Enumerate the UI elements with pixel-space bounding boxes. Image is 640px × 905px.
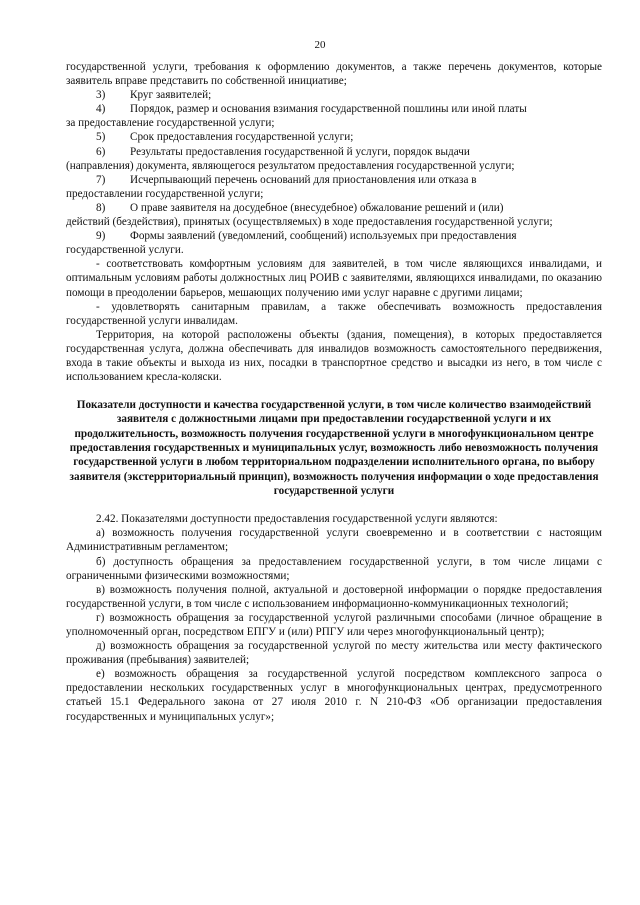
item-list [66, 88, 602, 257]
item-continuation: за предоставление государственной услуги; [66, 117, 275, 130]
item-number: 9) [96, 230, 106, 243]
dash-paragraph-2: - удовлетворять санитарным правилам, а также обеспечивать возможность предоставления государственной услуги инвалидам. [66, 300, 602, 327]
document-body [66, 60, 602, 724]
item-number: 4) [96, 103, 106, 116]
item-continuation: действий (бездействия), принятых (осуществляемых) в ходе предоставления государственной услуги; [66, 216, 553, 229]
subitem-b: б) доступность обращения за предоставлением государственной услуги, в том числе лицами с ограниченными физическими возможностями; [66, 555, 602, 582]
list-item [66, 201, 602, 215]
subitem-d: д) возможность обращения за государственной услугой по месту жительства или месту фактического проживания (пребывания) заявителей; [66, 640, 602, 667]
item-continuation: (направления) документа, являющегося результатом предоставления государственной услуги; [66, 159, 515, 172]
list-item [66, 102, 602, 116]
item-number: 3) [96, 89, 106, 102]
section-heading: Показатели доступности и качества государственной услуги, в том числе количество взаимодействий заявителя с должностными лицами при предоставлении государственной услуги и их продолжительность, возможность получения государственной услуги в многофункциональном центре предоставления государственных и муниципальных услуг, возможность либо невозможность получения государственной услуги в любом территориальном подразделении исполнительного органа, по выбору заявителя (экстерриториальный принцип), возможность получения информации о ходе предоставления государственной услуги [69, 399, 599, 497]
item-text: Круг заявителей; [130, 89, 212, 102]
clause-2-42: 2.42. Показателями доступности предоставления государственной услуги являются: [96, 513, 498, 526]
item-number: 8) [96, 201, 106, 214]
subitem-v: в) возможность получения полной, актуальной и достоверной информации о порядке предоставления государственной услуги, в том числе с использованием информационно-коммуникационных технологий; [66, 583, 602, 610]
list-item [66, 88, 602, 102]
item-text: О праве заявителя на досудебное (внесудебное) обжалование решений и (или) [130, 201, 504, 214]
item-number: 6) [96, 145, 106, 158]
territory-paragraph: Территория, на которой расположены объекты (здания, помещения), в которых предоставляется государственная услуга, должна обеспечивать для инвалидов возможность самостоятельного передвижения, входа в такие объекты и выхода из них, посадки в транспортное средство и высадки из него, в том числе с использованием кресла-коляски. [66, 328, 602, 384]
item-text: Результаты предоставления государственной й услуги, порядок выдачи [130, 145, 470, 158]
list-item [66, 173, 602, 187]
item-text: Порядок, размер и основания взимания государственной пошлины или иной платы [130, 103, 527, 116]
item-text: Срок предоставления государственной услуги; [130, 131, 354, 144]
subitem-e: е) возможность обращения за государственной услугой посредством комплексного запроса о предоставлении нескольких государственных услуг в многофункциональных центрах, предусмотренного статьей 15.1 Федерального закона от 27 июля 2010 г. N 210-ФЗ «Об организации предоставления государственных и муниципальных услуг»; [66, 668, 602, 723]
item-continuation: государственной услуги. [66, 244, 184, 257]
intro-paragraph: государственной услуги, требования к оформлению документов, а также перечень документов, которые заявитель вправе представить по собственной инициативе; [66, 61, 602, 88]
item-number: 5) [96, 131, 106, 144]
item-number: 7) [96, 173, 106, 186]
item-continuation: предоставлении государственной услуги; [66, 187, 264, 200]
dash-paragraph-1: - соответствовать комфортным условиям для заявителей, в том числе являющихся инвалидами, и оптимальным условиям работы должностных лиц РОИВ с заявителями, являющихся инвалидами, по оказанию помощи в преодолении барьеров, мешающих получению ими услуг наравне с другими лицами; [66, 258, 602, 299]
subitem-a: а) возможность получения государственной услуги своевременно и в соответствии с настоящим Административным регламентом; [66, 527, 602, 554]
list-item [66, 229, 602, 243]
page-number: 20 [314, 39, 326, 51]
item-text: Формы заявлений (уведомлений, сообщений) используемых при предоставления [130, 230, 517, 243]
list-item [66, 145, 602, 159]
list-item [66, 130, 602, 144]
item-text: Исчерпывающий перечень оснований для приостановления или отказа в [130, 173, 477, 186]
subitem-g: г) возможность обращения за государственной услугой различными способами (личное обращение в уполномоченный орган, посредством ЕПГУ и (или) РПГУ или через многофункциональный центр); [66, 611, 602, 638]
